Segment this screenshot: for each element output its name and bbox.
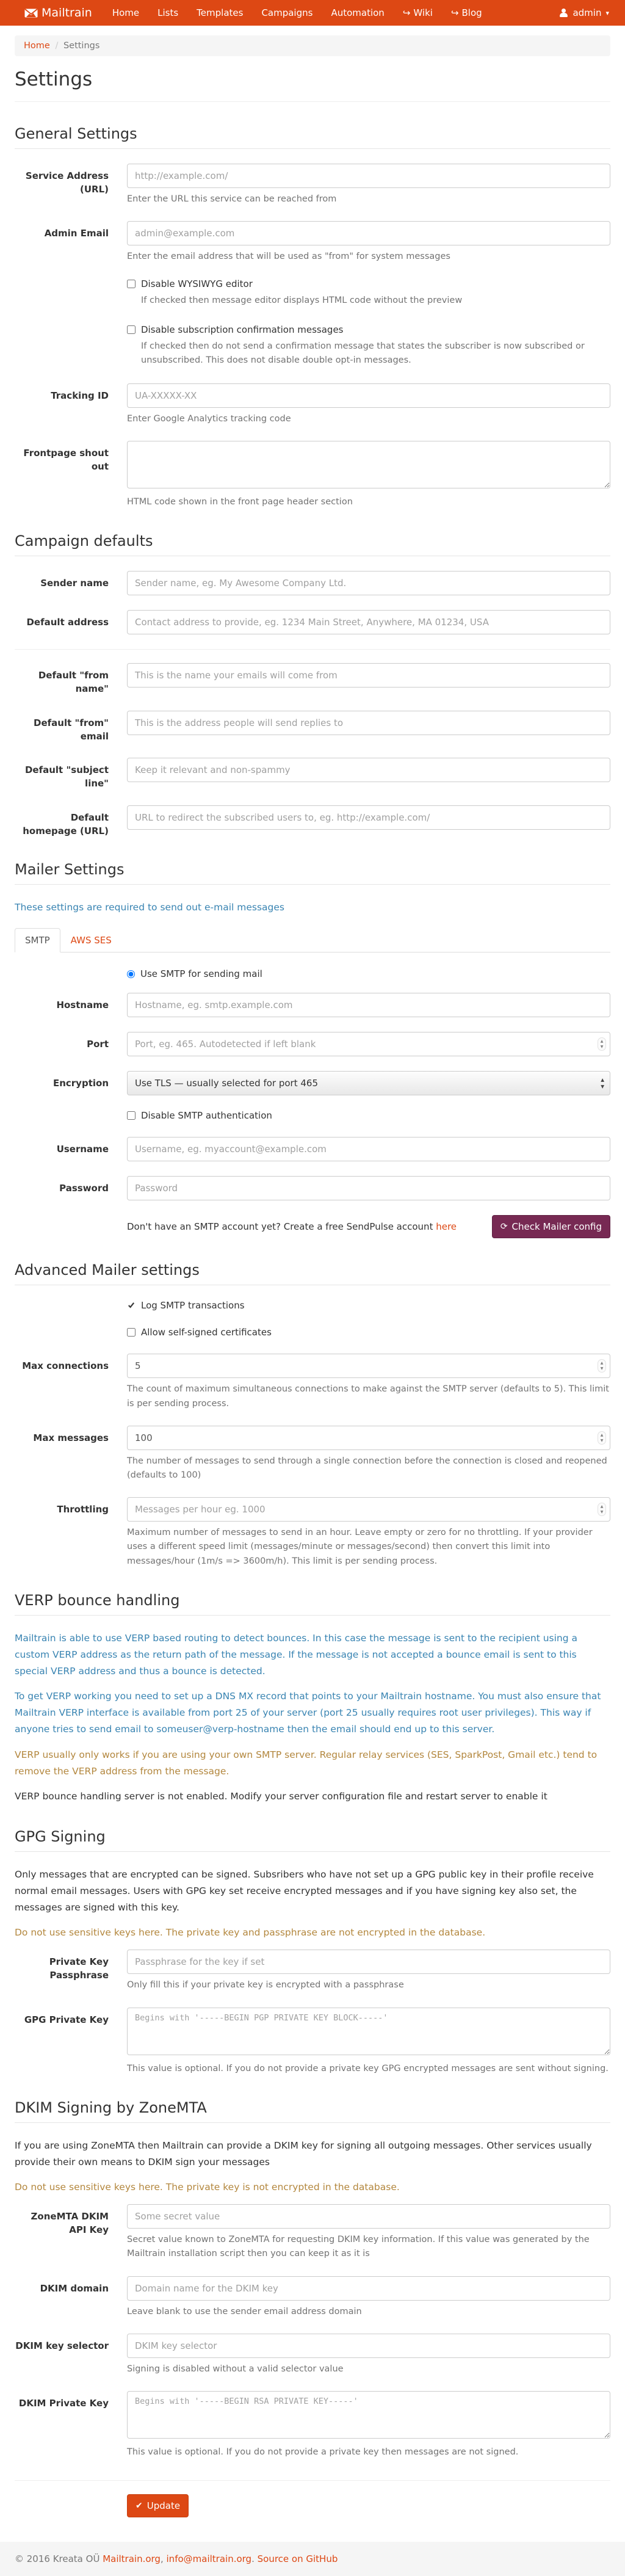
disable-wysiwyg-label: Disable WYSIWYG editor: [141, 278, 253, 290]
service-address-input[interactable]: [127, 164, 610, 188]
footer-email-link[interactable]: info@mailtrain.org: [166, 2553, 252, 2565]
subject-line-input[interactable]: [127, 758, 610, 782]
tracking-id-label: Tracking ID: [51, 390, 109, 401]
log-smtp-checkbox[interactable]: [127, 1301, 135, 1310]
number-spinner[interactable]: [598, 1359, 606, 1373]
spinner-down-icon[interactable]: ▼: [600, 1510, 604, 1515]
self-signed-label: Allow self-signed certificates: [141, 1327, 272, 1338]
brand-label: Mailtrain: [42, 6, 92, 20]
form-row-default-homepage: [15, 805, 610, 838]
username-input[interactable]: [127, 1137, 610, 1161]
number-spinner[interactable]: [598, 1503, 606, 1516]
page-title: Settings: [15, 68, 93, 90]
page-footer: © 2016 Kreata OÜ Mailtrain.org, info@mailtrain.org. Source on GitHub: [0, 2542, 625, 2576]
nav-item-templates[interactable]: Templates: [197, 7, 244, 18]
select-arrows-icon: ▲ ▼: [601, 1077, 604, 1089]
number-spinner[interactable]: [598, 1431, 606, 1445]
dkim-selector-help: Signing is disabled without a valid selector value: [127, 2364, 344, 2374]
breadcrumb-home-link[interactable]: Home: [24, 41, 50, 51]
from-name-input[interactable]: [127, 663, 610, 688]
password-label: Password: [59, 1183, 109, 1194]
chevron-down-icon: ▾: [605, 9, 609, 17]
log-smtp-label: Log SMTP transactions: [141, 1300, 245, 1312]
nav-item-automation[interactable]: Automation: [331, 7, 385, 18]
throttling-label: Throttling: [57, 1504, 109, 1515]
dkim-domain-input[interactable]: [127, 2276, 610, 2301]
dkim-api-key-input[interactable]: [127, 2204, 610, 2229]
divider: [15, 2480, 610, 2481]
spinner-down-icon[interactable]: ▼: [600, 1045, 604, 1050]
nav-item-home[interactable]: Home: [112, 7, 140, 18]
divider: [15, 649, 610, 650]
service-address-label: Service Address (URL): [25, 170, 109, 195]
section-mailer-settings: Mailer Settings: [15, 861, 610, 885]
section-gpg: GPG Signing: [15, 1828, 610, 1852]
breadcrumb: [15, 35, 610, 56]
port-input[interactable]: [127, 1032, 610, 1056]
spinner-up-icon[interactable]: ▲: [600, 1361, 604, 1366]
hostname-label: Hostname: [56, 1000, 109, 1011]
spinner-up-icon[interactable]: ▲: [600, 1432, 604, 1437]
verp-info-1: Mailtrain is able to use VERP based routing to detect bounces. In this case the message is sent to the recipient using a custom VERP address as the return path of the message. If the message is not accepted a bounce email is sent to this special VERP address and thus a bounce is detected.: [15, 1632, 578, 1677]
external-link-icon: ↪: [450, 7, 459, 18]
service-address-help: Enter the URL this service can be reached from: [127, 194, 337, 204]
form-row-shout-out: [15, 441, 610, 509]
form-row-port: [15, 1032, 610, 1056]
gpg-private-key-help: This value is optional. If you do not provide a private key GPG encrypted messages are sent without signing.: [127, 2063, 609, 2073]
gpg-passphrase-label: Private Key Passphrase: [49, 1956, 109, 1981]
admin-email-input[interactable]: [127, 221, 610, 245]
form-row-subject-line: [15, 758, 610, 791]
dkim-api-key-label: ZoneMTA DKIM API Key: [31, 2211, 109, 2235]
password-input[interactable]: [127, 1176, 610, 1200]
form-row-from-email: [15, 711, 610, 744]
section-campaign-defaults: Campaign defaults: [15, 532, 610, 556]
disable-smtp-auth-checkbox[interactable]: [127, 1111, 135, 1120]
use-smtp-radio[interactable]: [127, 970, 135, 978]
gpg-passphrase-input[interactable]: [127, 1950, 610, 1974]
dkim-domain-label: DKIM domain: [40, 2282, 109, 2294]
default-homepage-label: Default homepage (URL): [23, 811, 109, 836]
form-row-sender-name: [15, 571, 610, 595]
throttling-help: Maximum number of messages to send in an hour. Leave empty or zero for no throttling. If your provider uses a different speed limit (messages/minute or messages/second) then convert this limit into messages/hour (1m/s => 3600m/h). This limit is per sending process.: [127, 1528, 593, 1566]
nav-item-blog[interactable]: ↪ Blog: [450, 7, 482, 18]
gpg-warning: Do not use sensitive keys here. The private key and passphrase are not encrypted in the database.: [15, 1927, 486, 1939]
user-icon: [559, 9, 568, 17]
form-row-dkim-api-key: [15, 2204, 610, 2261]
nav-item-lists[interactable]: Lists: [157, 7, 179, 18]
verp-warning: VERP usually only works if you are using your own SMTP server. Regular relay services (SES, SparkPost, Gmail etc.) tend to remove the VERP address from the message.: [15, 1749, 598, 1777]
dkim-intro: If you are using ZoneMTA then Mailtrain can provide a DKIM key for signing all outgoing messages. Other services usually provide their own means to DKIM sign your messages: [15, 2139, 592, 2168]
divider: [15, 101, 610, 102]
number-spinner[interactable]: [598, 1037, 606, 1051]
from-name-label: Default "from name": [38, 670, 109, 695]
submit-row: [127, 2494, 610, 2517]
copyright-text: © 2016 Kreata OÜ: [15, 2553, 103, 2565]
disable-confirmations-help: If checked then do not send a confirmation message that states the subscriber is now subscribed or unsubscribed. This does not disable double opt-in messages.: [141, 341, 585, 365]
dkim-private-key-help: This value is optional. If you do not provide a private key then messages are not signed.: [127, 2447, 519, 2457]
form-row-admin-email: [15, 221, 610, 264]
gpg-private-key-textarea[interactable]: [127, 2008, 610, 2055]
dkim-domain-help: Leave blank to use the sender email address domain: [127, 2306, 362, 2317]
port-label: Port: [87, 1039, 109, 1050]
section-advanced-mailer: Advanced Mailer settings: [15, 1261, 610, 1285]
dkim-selector-label: DKIM key selector: [15, 2340, 109, 2351]
brand-mailtrain[interactable]: [24, 6, 92, 20]
form-row-max-connections: [15, 1354, 610, 1410]
top-navbar: [0, 0, 625, 26]
form-row-encryption: [15, 1071, 610, 1095]
check-icon: ✔: [135, 2501, 143, 2511]
mailtrain-logo-icon: [24, 9, 38, 18]
gpg-intro: Only messages that are encrypted can be signed. Subsribers who have not set up a GPG public key in their profile receive normal email messages. Users with GPG key set receive encrypted messages and if you have signing key also set, the messages are signed with this key.: [15, 1868, 594, 1914]
form-row-dkim-private-key: [15, 2391, 610, 2459]
breadcrumb-separator: /: [55, 41, 59, 51]
admin-email-help: Enter the email address that will be used as "from" for system messages: [127, 252, 450, 262]
nav-item-campaigns[interactable]: Campaigns: [261, 7, 313, 18]
form-row-hostname: [15, 993, 610, 1017]
update-button[interactable]: ✔ Update: [127, 2494, 189, 2517]
form-row-gpg-private-key: [15, 2008, 610, 2076]
checkbox-row-log-smtp: [127, 1300, 610, 1311]
checkbox-row-disable-wysiwyg: [127, 278, 610, 308]
form-row-default-address: [15, 610, 610, 634]
form-row-tracking-id: [15, 383, 610, 426]
spinner-down-icon[interactable]: ▼: [600, 1438, 604, 1443]
shout-out-label: Frontpage shout out: [23, 448, 109, 472]
max-messages-input[interactable]: [127, 1426, 610, 1450]
section-dkim: DKIM Signing by ZoneMTA: [15, 2099, 610, 2123]
external-link-icon: ↪: [402, 7, 411, 18]
form-row-from-name: [15, 663, 610, 696]
tab-smtp[interactable]: SMTP: [15, 928, 60, 952]
checkbox-row-self-signed: [127, 1327, 610, 1338]
user-name: admin: [573, 7, 602, 18]
from-email-label: Default "from" email: [34, 717, 109, 742]
form-row-username: [15, 1137, 610, 1161]
max-connections-label: Max connections: [22, 1360, 109, 1372]
disable-confirmations-checkbox[interactable]: [127, 325, 135, 334]
gpg-private-key-label: GPG Private Key: [24, 2014, 109, 2025]
section-verp: VERP bounce handling: [15, 1592, 610, 1616]
subject-line-label: Default "subject line": [24, 764, 109, 789]
use-smtp-label: Use SMTP for sending mail: [140, 968, 262, 980]
footer-mailtrain-link[interactable]: Mailtrain.org: [103, 2553, 161, 2565]
spinner-down-icon[interactable]: ▼: [600, 1366, 604, 1371]
self-signed-checkbox[interactable]: [127, 1328, 135, 1337]
shout-out-textarea[interactable]: [127, 441, 610, 488]
from-email-input[interactable]: [127, 711, 610, 735]
max-connections-input[interactable]: [127, 1354, 610, 1378]
form-row-max-messages: [15, 1426, 610, 1482]
sendpulse-row: [127, 1215, 610, 1238]
tracking-id-help: Enter Google Analytics tracking code: [127, 413, 291, 424]
sendpulse-note: Don't have an SMTP account yet? Create a free SendPulse account here: [127, 1221, 457, 1233]
form-row-gpg-passphrase: [15, 1950, 610, 1992]
admin-email-label: Admin Email: [44, 228, 109, 239]
disable-wysiwyg-checkbox[interactable]: [127, 280, 135, 288]
checkbox-row-disable-auth: [127, 1110, 610, 1121]
checkbox-row-disable-confirmations: [127, 324, 610, 368]
disable-confirmations-label: Disable subscription confirmation messages: [141, 324, 344, 335]
max-messages-label: Max messages: [33, 1432, 109, 1443]
tab-aws-ses[interactable]: AWS SES: [70, 935, 112, 946]
dkim-api-key-help: Secret value known to ZoneMTA for requesting DKIM key information. If this value was generated by the Mailtrain installation script then you can keep it as it is: [127, 2235, 590, 2259]
spinner-up-icon[interactable]: ▲: [600, 1039, 604, 1044]
sender-name-input[interactable]: [127, 571, 610, 595]
radio-row-use-smtp: [127, 968, 610, 979]
max-connections-help: The count of maximum simultaneous connections to make against the SMTP server (defaults to 5). This limit is per sending process.: [127, 1384, 609, 1409]
dkim-private-key-label: DKIM Private Key: [18, 2397, 109, 2409]
form-row-password: [15, 1176, 610, 1200]
disable-smtp-auth-label: Disable SMTP authentication: [141, 1110, 272, 1122]
disable-wysiwyg-help: If checked then message editor displays HTML code without the preview: [141, 296, 463, 306]
verp-status: VERP bounce handling server is not enabled. Modify your server configuration file and restart server to enable it: [15, 1790, 547, 1802]
form-row-service-address: [15, 164, 610, 206]
form-row-dkim-selector: [15, 2334, 610, 2376]
dkim-private-key-textarea[interactable]: [127, 2391, 610, 2439]
user-menu[interactable]: [558, 1, 610, 25]
check-mailer-config-button[interactable]: ⟳ Check Mailer config: [492, 1215, 610, 1238]
gpg-passphrase-help: Only fill this if your private key is encrypted with a passphrase: [127, 1980, 404, 1990]
mailer-info-text: These settings are required to send out e-mail messages: [15, 902, 284, 913]
footer-github-link[interactable]: Source on GitHub: [257, 2553, 338, 2565]
max-messages-help: The number of messages to send through a single connection before the connection is closed and reopened (defaults to 100): [127, 1456, 607, 1480]
form-row-throttling: [15, 1497, 610, 1569]
sendpulse-here-link[interactable]: here: [436, 1221, 457, 1233]
sender-name-label: Sender name: [40, 578, 109, 589]
dkim-warning: Do not use sensitive keys here. The private key is not encrypted in the database.: [15, 2182, 400, 2193]
form-row-dkim-domain: [15, 2276, 610, 2319]
default-address-input[interactable]: [127, 610, 610, 634]
default-address-label: Default address: [26, 617, 109, 628]
shout-out-help: HTML code shown in the front page header section: [127, 497, 353, 507]
section-general-settings: General Settings: [15, 125, 610, 149]
spinner-up-icon[interactable]: ▲: [600, 1504, 604, 1509]
throttling-input[interactable]: [127, 1497, 610, 1522]
encryption-select[interactable]: [127, 1071, 610, 1095]
mailer-tabs: [15, 928, 610, 952]
breadcrumb-current: Settings: [63, 41, 100, 51]
encryption-label: Encryption: [52, 1078, 109, 1089]
username-label: Username: [56, 1144, 109, 1155]
dkim-selector-input[interactable]: [127, 2334, 610, 2358]
tracking-id-input[interactable]: [127, 383, 610, 408]
nav-item-wiki[interactable]: ↪ Wiki: [402, 7, 433, 18]
verp-info-2: To get VERP working you need to set up a DNS MX record that points to your Mailtrain hostname. You must also ensure that Mailtrain VERP interface is available from port 25 of your server (port 25 usually requires root user privileges). This way if anyone tries to send email to someuser@verp-hostname then the email should end up to this server.: [15, 1691, 601, 1735]
hostname-input[interactable]: [127, 993, 610, 1017]
default-homepage-input[interactable]: [127, 805, 610, 830]
refresh-icon: ⟳: [500, 1222, 508, 1232]
